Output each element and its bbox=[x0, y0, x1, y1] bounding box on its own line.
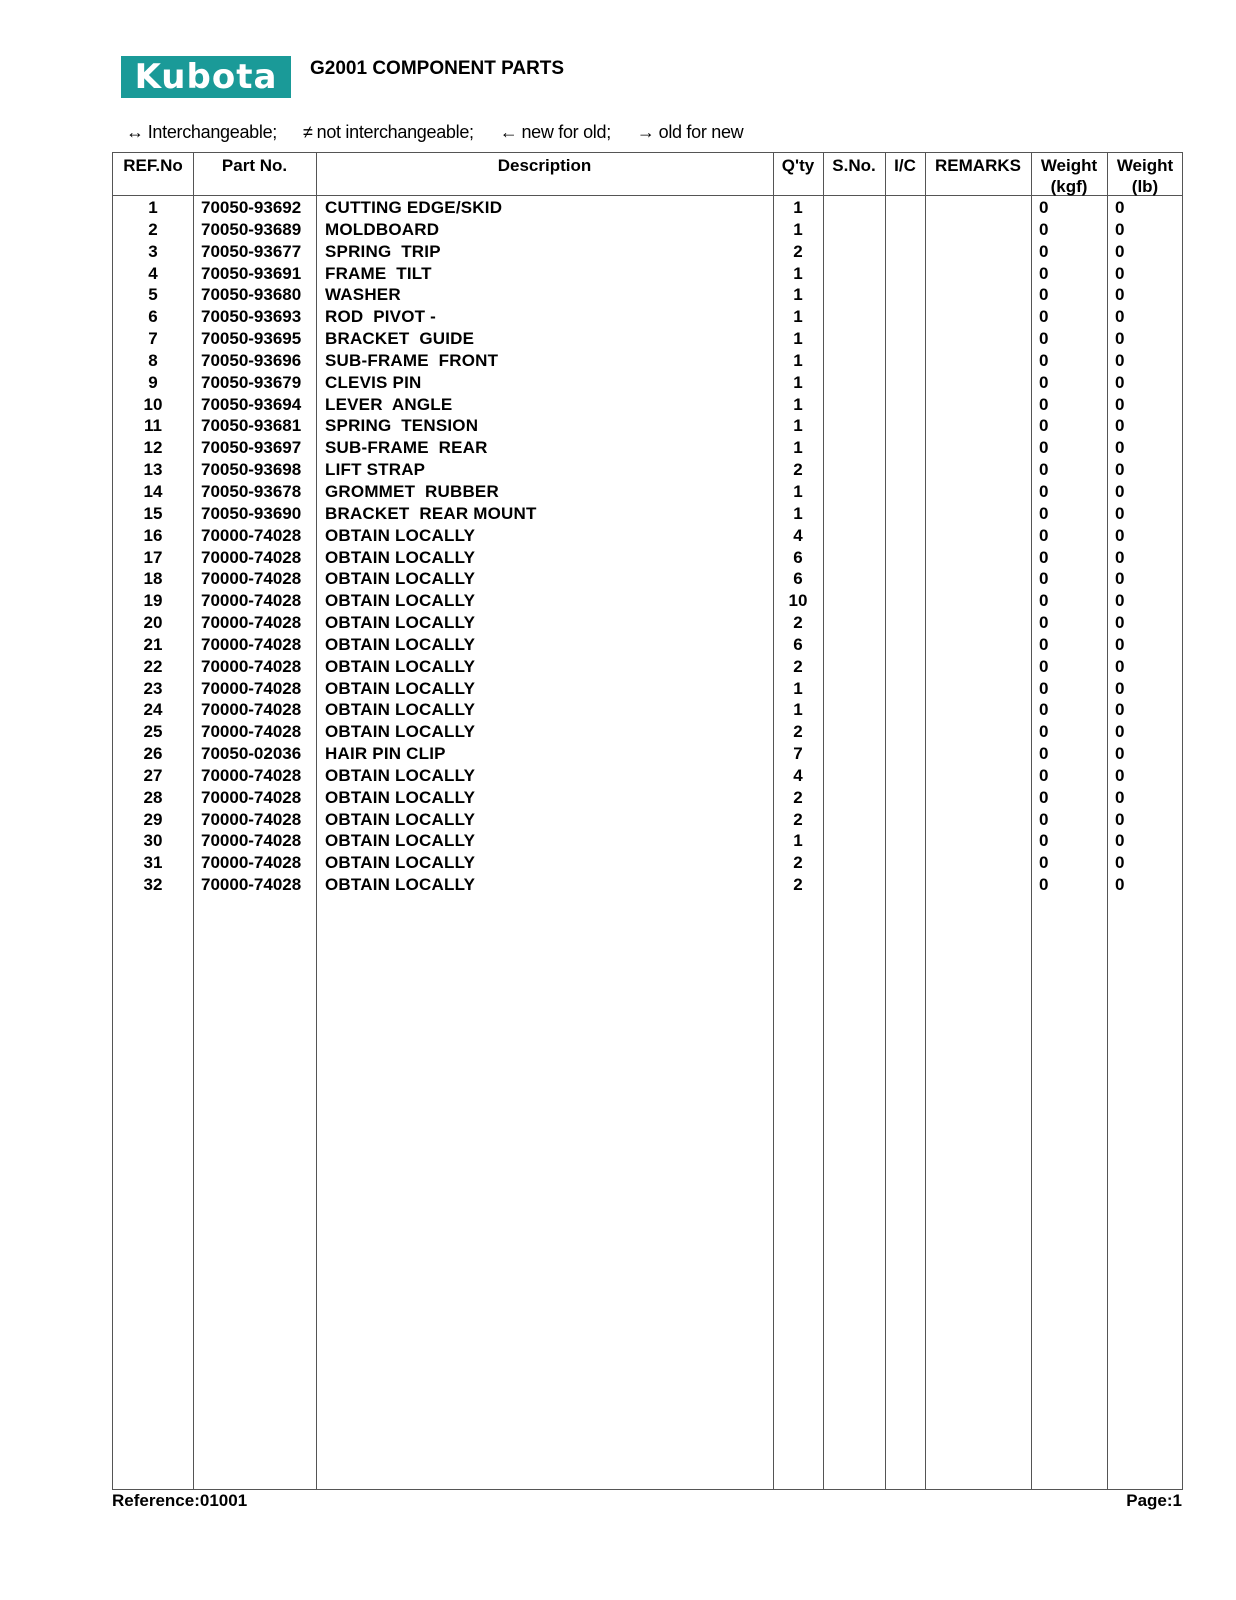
cell-part-no: 70050-93691 bbox=[201, 263, 302, 283]
cell-ref-no: 30 bbox=[143, 831, 163, 851]
cell-ref-no: 23 bbox=[143, 678, 163, 698]
cell-ref-no: 4 bbox=[148, 263, 158, 283]
table-row bbox=[113, 219, 1182, 241]
cell-description: GROMMET RUBBER bbox=[325, 481, 499, 501]
table-row bbox=[113, 612, 1182, 634]
table-row bbox=[113, 437, 1182, 459]
cell-weight-kgf: 0 bbox=[1039, 372, 1049, 392]
cell-weight-lb: 0 bbox=[1115, 744, 1125, 764]
cell-weight-lb: 0 bbox=[1115, 285, 1125, 305]
cell-qty: 1 bbox=[793, 416, 803, 436]
table-row bbox=[113, 241, 1182, 263]
cell-part-no: 70050-93679 bbox=[201, 372, 302, 392]
cell-description: OBTAIN LOCALLY bbox=[325, 875, 476, 895]
cell-description: SUB-FRAME REAR bbox=[325, 438, 488, 458]
cell-part-no: 70050-93692 bbox=[201, 198, 302, 217]
cell-ref-no: 10 bbox=[143, 394, 163, 414]
cell-qty: 4 bbox=[793, 765, 803, 785]
cell-weight-lb: 0 bbox=[1115, 547, 1125, 567]
cell-weight-kgf: 0 bbox=[1039, 350, 1049, 370]
cell-part-no: 70000-74028 bbox=[201, 613, 302, 633]
cell-ref-no: 3 bbox=[148, 241, 158, 261]
cell-ref-no: 28 bbox=[143, 787, 163, 807]
cell-ref-no: 31 bbox=[143, 853, 163, 873]
table-row bbox=[113, 481, 1182, 503]
header-part-no: Part No. bbox=[221, 156, 288, 175]
cell-weight-lb: 0 bbox=[1115, 591, 1125, 611]
cell-description: OBTAIN LOCALLY bbox=[325, 613, 476, 633]
cell-weight-kgf: 0 bbox=[1039, 503, 1049, 523]
cell-ref-no: 11 bbox=[144, 416, 162, 436]
legend-item-not-interchangeable bbox=[303, 122, 474, 143]
cell-description: OBTAIN LOCALLY bbox=[325, 678, 476, 698]
cell-weight-kgf: 0 bbox=[1039, 744, 1049, 764]
header-weight-lb bbox=[1107, 155, 1183, 197]
cell-description: WASHER bbox=[325, 285, 401, 305]
cell-weight-lb: 0 bbox=[1115, 809, 1125, 829]
header-ref-no: REF.No bbox=[123, 156, 183, 175]
cell-weight-kgf: 0 bbox=[1039, 307, 1049, 327]
cell-description: FRAME TILT bbox=[325, 263, 432, 283]
right-arrow-icon: → bbox=[636, 122, 655, 142]
cell-qty: 1 bbox=[793, 219, 803, 239]
table-row bbox=[113, 372, 1182, 394]
cell-weight-kgf: 0 bbox=[1039, 853, 1049, 873]
cell-part-no: 70000-74028 bbox=[201, 809, 302, 829]
cell-weight-lb: 0 bbox=[1115, 569, 1125, 589]
table-row bbox=[113, 699, 1182, 721]
cell-part-no: 70050-93689 bbox=[201, 219, 302, 239]
table-row bbox=[113, 787, 1182, 809]
cell-description: SPRING TENSION bbox=[325, 416, 479, 436]
table-row bbox=[113, 525, 1182, 547]
cell-weight-kgf: 0 bbox=[1039, 809, 1049, 829]
cell-description: ROD PIVOT - bbox=[325, 307, 437, 327]
cell-description: SPRING TRIP bbox=[325, 241, 441, 261]
cell-weight-kgf: 0 bbox=[1039, 875, 1049, 895]
cell-description: CUTTING EDGE/SKID bbox=[325, 198, 503, 217]
header-qty: Q'ty bbox=[781, 156, 815, 175]
table-row bbox=[113, 830, 1182, 852]
cell-weight-kgf: 0 bbox=[1039, 831, 1049, 851]
cell-ref-no: 17 bbox=[143, 547, 163, 567]
double-arrow-icon: ↔ bbox=[126, 122, 144, 142]
cell-weight-kgf: 0 bbox=[1039, 416, 1049, 436]
cell-qty: 1 bbox=[793, 329, 803, 349]
document-title: G2001 COMPONENT PARTS bbox=[310, 58, 565, 79]
cell-description: OBTAIN LOCALLY bbox=[325, 700, 476, 720]
cell-ref-no: 19 bbox=[143, 591, 163, 611]
cell-weight-lb: 0 bbox=[1115, 853, 1125, 873]
cell-ref-no: 16 bbox=[143, 525, 163, 545]
table-row bbox=[113, 415, 1182, 437]
cell-weight-kgf: 0 bbox=[1039, 765, 1049, 785]
cell-ref-no: 14 bbox=[143, 481, 163, 501]
cell-description: OBTAIN LOCALLY bbox=[325, 591, 476, 611]
legend-text: new for old; bbox=[521, 122, 611, 142]
cell-qty: 1 bbox=[793, 198, 803, 217]
cell-ref-no: 26 bbox=[143, 744, 163, 764]
cell-qty: 1 bbox=[793, 438, 803, 458]
cell-qty: 6 bbox=[793, 547, 803, 567]
cell-weight-kgf: 0 bbox=[1039, 460, 1049, 480]
cell-description: OBTAIN LOCALLY bbox=[325, 787, 476, 807]
cell-weight-kgf: 0 bbox=[1039, 569, 1049, 589]
header-weight-kgf-line1: Weight bbox=[1040, 156, 1098, 175]
cell-ref-no: 18 bbox=[143, 569, 163, 589]
reference-number: Reference:01001 bbox=[112, 1491, 248, 1510]
cell-part-no: 70000-74028 bbox=[201, 700, 302, 720]
cell-weight-kgf: 0 bbox=[1039, 700, 1049, 720]
header-divider bbox=[113, 195, 1182, 196]
cell-qty: 1 bbox=[793, 700, 803, 720]
cell-part-no: 70000-74028 bbox=[201, 634, 302, 654]
cell-weight-lb: 0 bbox=[1115, 787, 1125, 807]
table-row bbox=[113, 503, 1182, 525]
cell-weight-kgf: 0 bbox=[1039, 525, 1049, 545]
cell-description: LEVER ANGLE bbox=[325, 394, 453, 414]
cell-weight-kgf: 0 bbox=[1039, 678, 1049, 698]
cell-weight-kgf: 0 bbox=[1039, 198, 1049, 217]
legend-item-new-for-old bbox=[500, 122, 611, 143]
cell-qty: 2 bbox=[793, 787, 803, 807]
cell-part-no: 70050-93678 bbox=[201, 481, 302, 501]
cell-weight-lb: 0 bbox=[1115, 198, 1125, 217]
cell-qty: 1 bbox=[793, 372, 803, 392]
cell-weight-lb: 0 bbox=[1115, 481, 1125, 501]
cell-weight-kgf: 0 bbox=[1039, 394, 1049, 414]
cell-part-no: 70050-93696 bbox=[201, 350, 302, 370]
cell-qty: 2 bbox=[793, 460, 803, 480]
header-weight-kgf-line2: (kgf) bbox=[1050, 177, 1088, 196]
cell-ref-no: 22 bbox=[143, 656, 163, 676]
cell-part-no: 70050-93693 bbox=[201, 307, 302, 327]
cell-ref-no: 24 bbox=[143, 700, 163, 720]
cell-description: OBTAIN LOCALLY bbox=[325, 525, 476, 545]
cell-part-no: 70000-74028 bbox=[201, 547, 302, 567]
legend-item-interchangeable bbox=[126, 122, 277, 143]
cell-part-no: 70000-74028 bbox=[201, 678, 302, 698]
cell-part-no: 70050-93694 bbox=[201, 394, 302, 414]
cell-part-no: 70000-74028 bbox=[201, 765, 302, 785]
cell-weight-lb: 0 bbox=[1115, 525, 1125, 545]
cell-qty: 4 bbox=[793, 525, 803, 545]
cell-part-no: 70050-93697 bbox=[201, 438, 302, 458]
cell-qty: 1 bbox=[793, 394, 803, 414]
cell-weight-kgf: 0 bbox=[1039, 547, 1049, 567]
cell-description: LIFT STRAP bbox=[325, 460, 426, 480]
cell-ref-no: 15 bbox=[143, 503, 163, 523]
cell-weight-kgf: 0 bbox=[1039, 722, 1049, 742]
cell-qty: 2 bbox=[793, 613, 803, 633]
cell-weight-kgf: 0 bbox=[1039, 263, 1049, 283]
table-row bbox=[113, 678, 1182, 700]
cell-weight-lb: 0 bbox=[1115, 394, 1125, 414]
cell-weight-lb: 0 bbox=[1115, 503, 1125, 523]
left-arrow-icon: ← bbox=[499, 122, 518, 142]
cell-part-no: 70000-74028 bbox=[201, 569, 302, 589]
cell-description: OBTAIN LOCALLY bbox=[325, 569, 476, 589]
cell-part-no: 70000-74028 bbox=[201, 656, 302, 676]
cell-part-no: 70000-74028 bbox=[201, 787, 302, 807]
cell-part-no: 70000-74028 bbox=[201, 875, 302, 895]
header-serial-no: S.No. bbox=[832, 156, 876, 175]
table-row bbox=[113, 590, 1182, 612]
table-row bbox=[113, 284, 1182, 306]
cell-qty: 2 bbox=[793, 875, 803, 895]
cell-qty: 1 bbox=[793, 285, 803, 305]
cell-ref-no: 20 bbox=[143, 613, 163, 633]
cell-qty: 1 bbox=[793, 678, 803, 698]
cell-qty: 2 bbox=[793, 241, 803, 261]
cell-weight-lb: 0 bbox=[1115, 350, 1125, 370]
cell-ref-no: 6 bbox=[148, 307, 158, 327]
cell-ref-no: 13 bbox=[143, 460, 163, 480]
table-row bbox=[113, 765, 1182, 787]
cell-ref-no: 7 bbox=[148, 329, 158, 349]
cell-ref-no: 12 bbox=[143, 438, 163, 458]
header-weight-kgf bbox=[1031, 155, 1107, 197]
cell-weight-kgf: 0 bbox=[1039, 285, 1049, 305]
cell-weight-lb: 0 bbox=[1115, 416, 1125, 436]
cell-weight-kgf: 0 bbox=[1039, 241, 1049, 261]
parts-table bbox=[112, 152, 1183, 1490]
cell-part-no: 70050-93677 bbox=[201, 241, 302, 261]
cell-weight-lb: 0 bbox=[1115, 372, 1125, 392]
cell-description: BRACKET GUIDE bbox=[325, 329, 475, 349]
cell-weight-lb: 0 bbox=[1115, 613, 1125, 633]
cell-ref-no: 8 bbox=[148, 350, 158, 370]
cell-description: OBTAIN LOCALLY bbox=[325, 853, 476, 873]
cell-qty: 2 bbox=[793, 809, 803, 829]
cell-qty: 1 bbox=[793, 263, 803, 283]
header-ic: I/C bbox=[894, 156, 916, 175]
cell-qty: 7 bbox=[793, 744, 803, 764]
cell-qty: 1 bbox=[793, 307, 803, 327]
cell-weight-lb: 0 bbox=[1115, 263, 1125, 283]
cell-weight-kgf: 0 bbox=[1039, 329, 1049, 349]
cell-part-no: 70050-93698 bbox=[201, 460, 302, 480]
cell-qty: 6 bbox=[793, 569, 803, 589]
cell-part-no: 70050-02036 bbox=[201, 744, 302, 764]
cell-weight-kgf: 0 bbox=[1039, 634, 1049, 654]
legend-text: Interchangeable; bbox=[147, 122, 278, 142]
table-row bbox=[113, 634, 1182, 656]
cell-description: MOLDBOARD bbox=[325, 219, 440, 239]
cell-part-no: 70050-93695 bbox=[201, 329, 302, 349]
cell-qty: 6 bbox=[793, 634, 803, 654]
cell-ref-no: 5 bbox=[148, 285, 158, 305]
cell-weight-lb: 0 bbox=[1115, 656, 1125, 676]
cell-weight-kgf: 0 bbox=[1039, 438, 1049, 458]
table-body bbox=[113, 197, 1182, 896]
cell-description: CLEVIS PIN bbox=[325, 372, 422, 392]
table-row bbox=[113, 568, 1182, 590]
table-row bbox=[113, 459, 1182, 481]
cell-ref-no: 27 bbox=[143, 765, 163, 785]
cell-part-no: 70000-74028 bbox=[201, 591, 302, 611]
cell-weight-kgf: 0 bbox=[1039, 219, 1049, 239]
cell-qty: 2 bbox=[793, 853, 803, 873]
cell-part-no: 70000-74028 bbox=[201, 525, 302, 545]
cell-part-no: 70000-74028 bbox=[201, 853, 302, 873]
cell-qty: 2 bbox=[793, 656, 803, 676]
cell-weight-lb: 0 bbox=[1115, 765, 1125, 785]
cell-weight-lb: 0 bbox=[1115, 307, 1125, 327]
cell-weight-lb: 0 bbox=[1115, 634, 1125, 654]
cell-description: OBTAIN LOCALLY bbox=[325, 634, 476, 654]
not-equal-icon: ≠ bbox=[303, 122, 313, 142]
cell-weight-lb: 0 bbox=[1115, 460, 1125, 480]
cell-part-no: 70050-93690 bbox=[201, 503, 302, 523]
cell-qty: 1 bbox=[793, 350, 803, 370]
cell-description: OBTAIN LOCALLY bbox=[325, 656, 476, 676]
cell-qty: 1 bbox=[793, 481, 803, 501]
cell-qty: 1 bbox=[793, 503, 803, 523]
cell-weight-lb: 0 bbox=[1115, 875, 1125, 895]
page-number: Page:1 bbox=[1126, 1491, 1182, 1510]
legend-text: old for new bbox=[658, 122, 744, 142]
cell-weight-lb: 0 bbox=[1115, 831, 1125, 851]
cell-weight-kgf: 0 bbox=[1039, 656, 1049, 676]
cell-description: OBTAIN LOCALLY bbox=[325, 765, 476, 785]
table-row bbox=[113, 874, 1182, 896]
legend-text: not interchangeable; bbox=[316, 122, 474, 142]
table-row bbox=[113, 547, 1182, 569]
header-remarks: REMARKS bbox=[935, 156, 1021, 175]
cell-weight-kgf: 0 bbox=[1039, 613, 1049, 633]
cell-part-no: 70000-74028 bbox=[201, 722, 302, 742]
table-row bbox=[113, 197, 1182, 219]
cell-description: OBTAIN LOCALLY bbox=[325, 809, 476, 829]
cell-weight-kgf: 0 bbox=[1039, 481, 1049, 501]
table-row bbox=[113, 852, 1182, 874]
cell-ref-no: 21 bbox=[143, 634, 163, 654]
cell-description: BRACKET REAR MOUNT bbox=[325, 503, 537, 523]
cell-weight-kgf: 0 bbox=[1039, 787, 1049, 807]
cell-weight-lb: 0 bbox=[1115, 722, 1125, 742]
cell-weight-kgf: 0 bbox=[1039, 591, 1049, 611]
cell-part-no: 70000-74028 bbox=[201, 831, 302, 851]
cell-description: SUB-FRAME FRONT bbox=[325, 350, 499, 370]
cell-weight-lb: 0 bbox=[1115, 678, 1125, 698]
table-row bbox=[113, 743, 1182, 765]
cell-weight-lb: 0 bbox=[1115, 700, 1125, 720]
cell-weight-lb: 0 bbox=[1115, 438, 1125, 458]
table-row bbox=[113, 306, 1182, 328]
table-row bbox=[113, 350, 1182, 372]
cell-ref-no: 32 bbox=[143, 875, 163, 895]
cell-qty: 1 bbox=[793, 831, 803, 851]
legend-item-old-for-new bbox=[637, 122, 743, 143]
cell-ref-no: 29 bbox=[143, 809, 163, 829]
cell-description: HAIR PIN CLIP bbox=[325, 744, 446, 764]
cell-description: OBTAIN LOCALLY bbox=[325, 722, 476, 742]
cell-description: OBTAIN LOCALLY bbox=[325, 547, 476, 567]
header-description: Description bbox=[497, 156, 592, 175]
cell-qty: 2 bbox=[793, 722, 803, 742]
cell-ref-no: 1 bbox=[148, 198, 158, 217]
header-weight-lb-line2: (lb) bbox=[1131, 177, 1159, 196]
cell-part-no: 70050-93681 bbox=[201, 416, 302, 436]
cell-ref-no: 25 bbox=[143, 722, 163, 742]
cell-ref-no: 2 bbox=[148, 219, 158, 239]
table-row bbox=[113, 809, 1182, 831]
table-row bbox=[113, 394, 1182, 416]
table-row bbox=[113, 328, 1182, 350]
cell-weight-lb: 0 bbox=[1115, 241, 1125, 261]
cell-description: OBTAIN LOCALLY bbox=[325, 831, 476, 851]
cell-weight-lb: 0 bbox=[1115, 329, 1125, 349]
cell-ref-no: 9 bbox=[148, 372, 158, 392]
table-row bbox=[113, 656, 1182, 678]
cell-weight-lb: 0 bbox=[1115, 219, 1125, 239]
kubota-logo: Kubota bbox=[121, 56, 291, 98]
cell-part-no: 70050-93680 bbox=[201, 285, 302, 305]
table-row bbox=[113, 263, 1182, 285]
header-weight-lb-line1: Weight bbox=[1116, 156, 1174, 175]
cell-qty: 10 bbox=[788, 591, 808, 611]
table-row bbox=[113, 721, 1182, 743]
interchangeability-legend bbox=[126, 122, 743, 143]
